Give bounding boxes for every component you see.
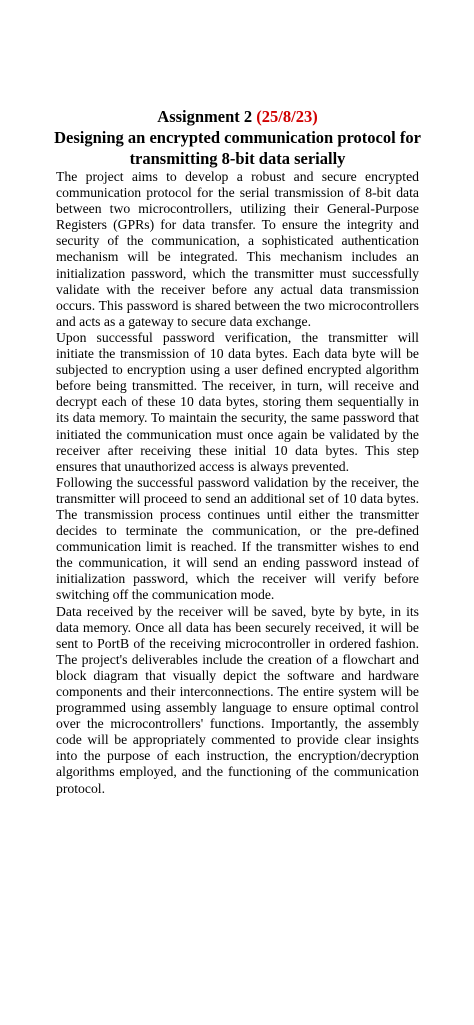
- paragraph-2: Upon successful password verification, the transmitter will initiate the transmission of 10 data bytes. Each data byte will be subjected to encryption using a user defined encrypted algorithm before being transmitted. The receiver, in turn, will receive and decrypt each of these 10 data bytes, storing them sequentially in its data memory. To maintain the security, the same password that initiated the communication must once again be validated by the receiver after receiving these initial 10 data bytes. This step ensures that unauthorized access is always prevented.: [56, 329, 419, 474]
- title-text: Assignment 2: [157, 107, 253, 126]
- page-subtitle: Designing an encrypted communication protocol for transmitting 8-bit data serially: [54, 128, 421, 168]
- page-title: [56, 106, 419, 127]
- document-page: [56, 106, 419, 797]
- paragraph-3: Following the successful password validation by the receiver, the transmitter will proceed to send an additional set of 10 data bytes. The transmission process continues until either the transmitter decides to terminate the communication, or the pre-defined communication limit is reached. If the transmitter wishes to end the communication, it will send an ending password instead of initialization password, which the receiver will verify before switching off the communication mode.: [56, 474, 419, 603]
- paragraph-4: Data received by the receiver will be saved, byte by byte, in its data memory. Once all data has been securely received, it will be sent to PortB of the receiving microcontroller in ordered fashion. The project's deliverables include the creation of a flowchart and block diagram that visually depict the software and hardware components and their interconnections. The entire system will be programmed using assembly language to ensure optimal control over the microcontrollers' functions. Importantly, the assembly code will be appropriately commented to provide clear insights into the purpose of each instruction, the encryption/decryption algorithms employed, and the functioning of the communication protocol.: [56, 603, 419, 796]
- title-date: (25/8/23): [256, 107, 318, 126]
- paragraph-1: The project aims to develop a robust and secure encrypted communication protocol for the serial transmission of 8-bit data between two microcontrollers, utilizing their General-Purpose Registers (GPRs) for data transfer. To ensure the integrity and security of the communication, a sophisticated authentication mechanism will be integrated. This mechanism includes an initialization password, which the transmitter must successfully validate with the receiver before any actual data transmission occurs. This password is shared between the two microcontrollers and acts as a gateway to secure data exchange.: [56, 169, 419, 329]
